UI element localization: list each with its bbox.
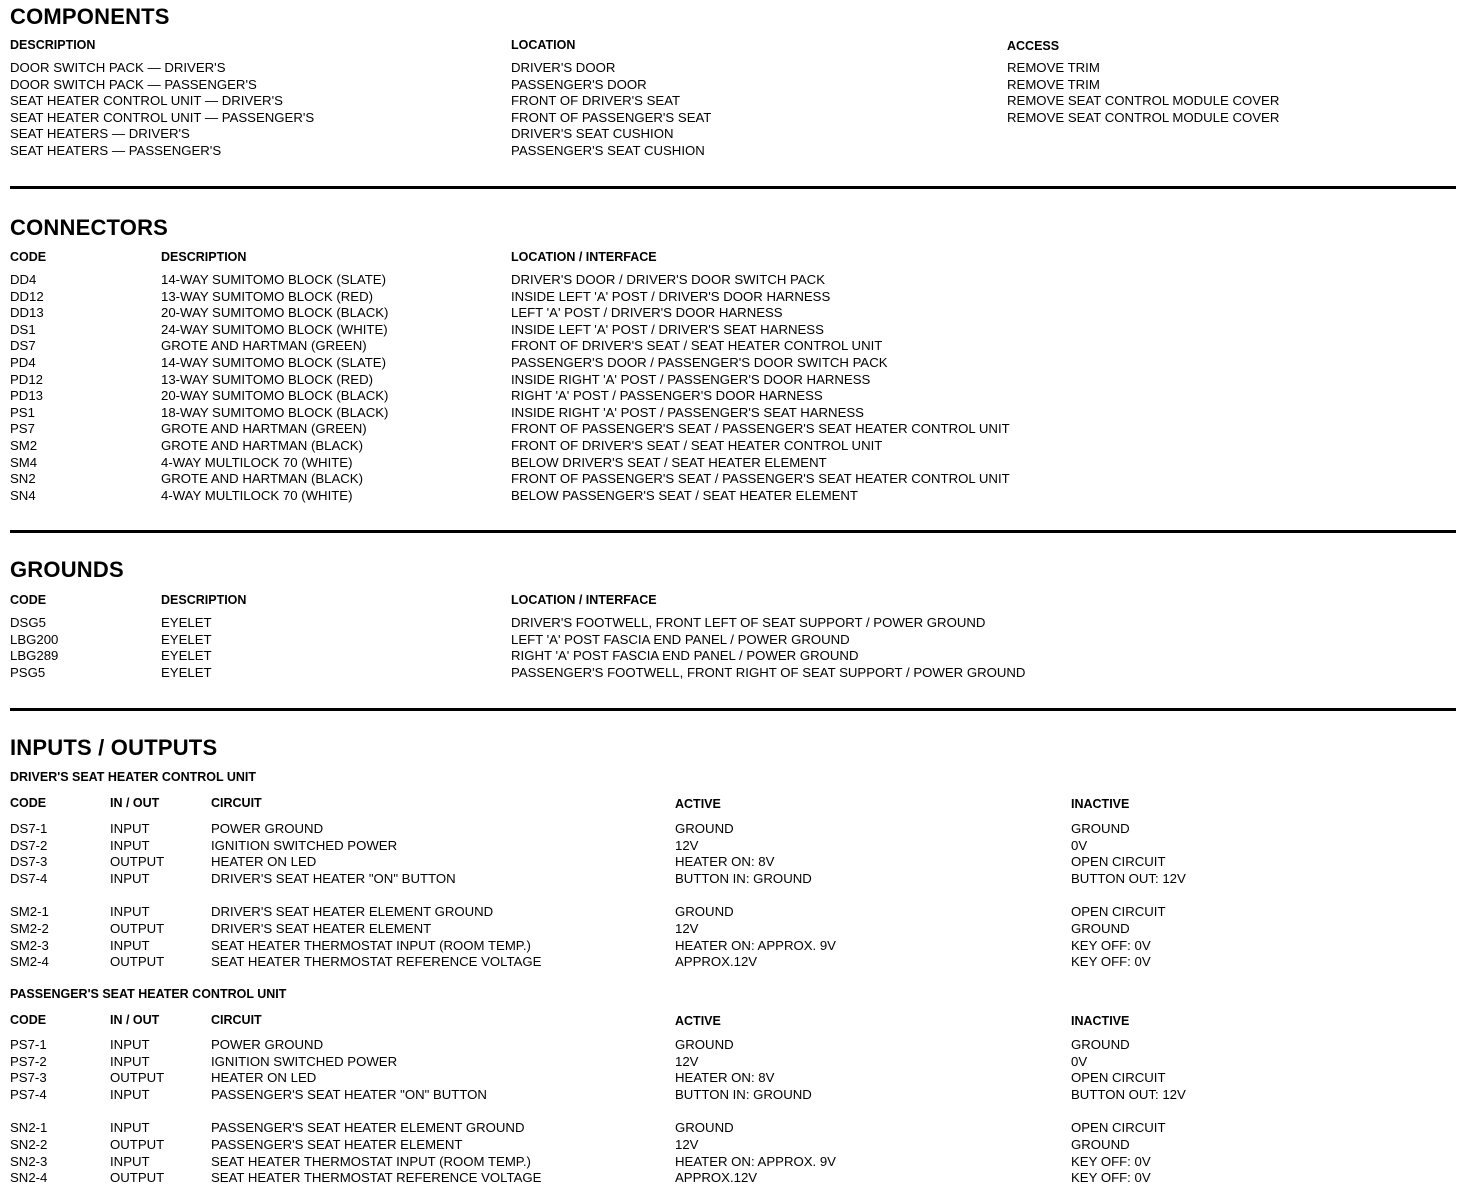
io-active: GROUND [675, 904, 734, 920]
connector-code: SM2 [10, 437, 38, 453]
io-code: DS7-2 [10, 837, 48, 853]
io-inactive: KEY OFF: 0V [1071, 954, 1151, 970]
connector-description: 20-WAY SUMITOMO BLOCK (BLACK) [161, 388, 389, 404]
io-inout: INPUT [110, 904, 150, 920]
connector-description: 4-WAY MULTILOCK 70 (WHITE) [161, 487, 353, 503]
section-divider [10, 186, 1456, 189]
component-description: SEAT HEATER CONTROL UNIT — DRIVER'S [10, 93, 283, 109]
table-row [0, 126, 1472, 143]
io-active: APPROX.12V [675, 1170, 758, 1186]
io-inactive: OPEN CIRCUIT [1071, 1070, 1166, 1086]
section-divider [10, 708, 1456, 711]
io-inactive: GROUND [1071, 1136, 1130, 1152]
io-circuit: HEATER ON LED [211, 854, 317, 870]
io-inout: INPUT [110, 870, 150, 886]
grounds-title: GROUNDS [10, 557, 124, 582]
component-location: FRONT OF PASSENGER'S SEAT [511, 109, 712, 125]
driver-io-table [0, 821, 1472, 971]
component-access: REMOVE SEAT CONTROL MODULE COVER [1007, 93, 1280, 109]
io-header-active: ACTIVE [675, 797, 721, 811]
io-active: HEATER ON: 8V [675, 1070, 775, 1086]
table-row [0, 438, 1472, 455]
table-row [0, 938, 1472, 955]
table-row [0, 338, 1472, 355]
table-row [0, 1070, 1472, 1087]
section-divider [10, 530, 1456, 533]
io-title: INPUTS / OUTPUTS [10, 735, 218, 760]
component-location: PASSENGER'S DOOR [511, 76, 647, 92]
connector-code: DS7 [10, 338, 36, 354]
io-header-inout: IN / OUT [110, 1013, 160, 1027]
connector-description: 13-WAY SUMITOMO BLOCK (RED) [161, 371, 374, 387]
io-inout: OUTPUT [110, 1070, 165, 1086]
io-code: SN2-2 [10, 1136, 48, 1152]
table-row [0, 665, 1472, 682]
io-active: 12V [675, 837, 699, 853]
connector-location: FRONT OF DRIVER'S SEAT / SEAT HEATER CONTROL UNIT [511, 437, 883, 453]
grounds-header-description: DESCRIPTION [161, 593, 247, 607]
components-table [0, 60, 1472, 160]
grounds-table [0, 615, 1472, 681]
io-code: SM2-1 [10, 904, 49, 920]
io-code: DS7-3 [10, 854, 48, 870]
io-inout: INPUT [110, 1153, 150, 1169]
io-header-inactive: INACTIVE [1071, 797, 1130, 811]
io-code: PS7-4 [10, 1086, 47, 1102]
io-inactive: GROUND [1071, 821, 1130, 836]
table-row [0, 60, 1472, 77]
io-inactive: BUTTON OUT: 12V [1071, 870, 1186, 886]
io-active: BUTTON IN: GROUND [675, 870, 812, 886]
table-row [0, 921, 1472, 938]
io-circuit: SEAT HEATER THERMOSTAT INPUT (ROOM TEMP.) [211, 1153, 531, 1169]
connector-code: DD13 [10, 305, 44, 321]
io-code: DS7-1 [10, 821, 48, 836]
connector-description: 14-WAY SUMITOMO BLOCK (SLATE) [161, 272, 386, 287]
driver-unit-title: DRIVER'S SEAT HEATER CONTROL UNIT [10, 770, 257, 784]
ground-code: DSG5 [10, 615, 46, 630]
connectors-title: CONNECTORS [10, 215, 169, 240]
connector-location: BELOW DRIVER'S SEAT / SEAT HEATER ELEMENT [511, 454, 827, 470]
io-code: SN2-4 [10, 1170, 48, 1186]
connector-description: 18-WAY SUMITOMO BLOCK (BLACK) [161, 404, 389, 420]
io-inactive: 0V [1071, 837, 1088, 853]
connector-code: DS1 [10, 321, 36, 337]
passenger-unit-title: PASSENGER'S SEAT HEATER CONTROL UNIT [10, 987, 287, 1001]
component-description: SEAT HEATERS — PASSENGER'S [10, 142, 222, 158]
table-row [0, 1087, 1472, 1104]
io-circuit: IGNITION SWITCHED POWER [211, 837, 398, 853]
io-inout: INPUT [110, 1037, 150, 1052]
io-code: DS7-4 [10, 870, 48, 886]
io-circuit: DRIVER'S SEAT HEATER ELEMENT [211, 920, 432, 936]
table-row [0, 289, 1472, 306]
connectors-table [0, 272, 1472, 504]
table-row [0, 405, 1472, 422]
io-circuit: SEAT HEATER THERMOSTAT REFERENCE VOLTAGE [211, 954, 542, 970]
components-header-location: LOCATION [511, 38, 576, 52]
io-header-code: CODE [10, 796, 47, 810]
ground-description: EYELET [161, 631, 212, 647]
io-active: 12V [675, 1136, 699, 1152]
connector-code: DD4 [10, 272, 37, 287]
table-row [0, 110, 1472, 127]
connector-code: SN4 [10, 487, 36, 503]
table-row [0, 1137, 1472, 1154]
connector-code: SM4 [10, 454, 38, 470]
io-active: HEATER ON: 8V [675, 854, 775, 870]
io-active: APPROX.12V [675, 954, 758, 970]
table-row [0, 615, 1472, 632]
io-circuit: DRIVER'S SEAT HEATER ELEMENT GROUND [211, 904, 494, 920]
connector-code: PS1 [10, 404, 35, 420]
connector-code: PD4 [10, 354, 36, 370]
table-row [0, 355, 1472, 372]
connector-location: INSIDE LEFT 'A' POST / DRIVER'S DOOR HARNESS [511, 288, 831, 304]
table-row [0, 143, 1472, 160]
io-inactive: OPEN CIRCUIT [1071, 904, 1166, 920]
io-circuit: PASSENGER'S SEAT HEATER "ON" BUTTON [211, 1086, 487, 1102]
ground-code: LBG289 [10, 648, 59, 664]
connector-code: PD12 [10, 371, 43, 387]
io-inout: INPUT [110, 937, 150, 953]
io-circuit: IGNITION SWITCHED POWER [211, 1053, 398, 1069]
table-row [0, 854, 1472, 871]
io-inactive: KEY OFF: 0V [1071, 1153, 1151, 1169]
component-description: DOOR SWITCH PACK — PASSENGER'S [10, 76, 257, 92]
connector-code: SN2 [10, 471, 36, 487]
io-active: GROUND [675, 1037, 734, 1052]
table-row [0, 632, 1472, 649]
io-code: PS7-2 [10, 1053, 47, 1069]
table-row [0, 1120, 1472, 1137]
connector-description: GROTE AND HARTMAN (BLACK) [161, 437, 363, 453]
io-circuit: PASSENGER'S SEAT HEATER ELEMENT [211, 1136, 463, 1152]
io-header-circuit: CIRCUIT [211, 1013, 262, 1027]
table-row [0, 372, 1472, 389]
connector-code: DD12 [10, 288, 44, 304]
io-code: SN2-3 [10, 1153, 48, 1169]
connector-location: PASSENGER'S DOOR / PASSENGER'S DOOR SWITCH PACK [511, 354, 888, 370]
io-header-active: ACTIVE [675, 1014, 721, 1028]
io-active: BUTTON IN: GROUND [675, 1086, 812, 1102]
ground-location: LEFT 'A' POST FASCIA END PANEL / POWER GROUND [511, 631, 850, 647]
grounds-header-location: LOCATION / INTERFACE [511, 593, 657, 607]
io-code: PS7-3 [10, 1070, 47, 1086]
grounds-header-code: CODE [10, 593, 47, 607]
component-location: DRIVER'S SEAT CUSHION [511, 126, 674, 142]
table-row [0, 471, 1472, 488]
io-inactive: GROUND [1071, 1037, 1130, 1052]
table-row [0, 455, 1472, 472]
io-code: SM2-4 [10, 954, 49, 970]
ground-location: DRIVER'S FOOTWELL, FRONT LEFT OF SEAT SUPPORT / POWER GROUND [511, 615, 986, 630]
connector-description: GROTE AND HARTMAN (GREEN) [161, 421, 367, 437]
io-active: HEATER ON: APPROX. 9V [675, 1153, 836, 1169]
ground-description: EYELET [161, 648, 212, 664]
component-location: DRIVER'S DOOR [511, 60, 616, 75]
table-row [0, 838, 1472, 855]
ground-description: EYELET [161, 615, 212, 630]
io-header-circuit: CIRCUIT [211, 796, 262, 810]
connector-location: BELOW PASSENGER'S SEAT / SEAT HEATER ELEMENT [511, 487, 858, 503]
table-row [0, 322, 1472, 339]
io-inactive: 0V [1071, 1053, 1088, 1069]
io-inactive: GROUND [1071, 920, 1130, 936]
table-row [0, 1170, 1472, 1187]
io-code: PS7-1 [10, 1037, 47, 1052]
table-row [0, 1037, 1472, 1054]
io-inout: OUTPUT [110, 954, 165, 970]
connector-location: DRIVER'S DOOR / DRIVER'S DOOR SWITCH PACK [511, 272, 825, 287]
io-inout: OUTPUT [110, 1170, 165, 1186]
io-inout: OUTPUT [110, 920, 165, 936]
connector-description: 14-WAY SUMITOMO BLOCK (SLATE) [161, 354, 386, 370]
io-active: 12V [675, 1053, 699, 1069]
table-row [0, 93, 1472, 110]
connector-location: INSIDE RIGHT 'A' POST / PASSENGER'S SEAT HARNESS [511, 404, 864, 420]
components-header-description: DESCRIPTION [10, 38, 96, 52]
connector-location: INSIDE RIGHT 'A' POST / PASSENGER'S DOOR HARNESS [511, 371, 871, 387]
table-row [0, 1054, 1472, 1071]
connector-location: LEFT 'A' POST / DRIVER'S DOOR HARNESS [511, 305, 783, 321]
component-location: PASSENGER'S SEAT CUSHION [511, 142, 705, 158]
io-active: GROUND [675, 821, 734, 836]
io-inout: INPUT [110, 1086, 150, 1102]
table-row [0, 77, 1472, 94]
connector-location: INSIDE LEFT 'A' POST / DRIVER'S SEAT HARNESS [511, 321, 824, 337]
io-code: SM2-2 [10, 920, 49, 936]
io-inout: INPUT [110, 1120, 150, 1136]
connector-description: 13-WAY SUMITOMO BLOCK (RED) [161, 288, 374, 304]
connector-code: PD13 [10, 388, 43, 404]
ground-code: LBG200 [10, 631, 59, 647]
io-circuit: PASSENGER'S SEAT HEATER ELEMENT GROUND [211, 1120, 525, 1136]
table-row [0, 954, 1472, 971]
ground-location: RIGHT 'A' POST FASCIA END PANEL / POWER GROUND [511, 648, 859, 664]
io-circuit: SEAT HEATER THERMOSTAT REFERENCE VOLTAGE [211, 1170, 542, 1186]
table-row [0, 904, 1472, 921]
io-header-code: CODE [10, 1013, 47, 1027]
io-circuit: SEAT HEATER THERMOSTAT INPUT (ROOM TEMP.) [211, 937, 531, 953]
io-header-inactive: INACTIVE [1071, 1014, 1130, 1028]
component-description: DOOR SWITCH PACK — DRIVER'S [10, 60, 226, 75]
io-code: SM2-3 [10, 937, 49, 953]
connector-code: PS7 [10, 421, 35, 437]
table-row [0, 821, 1472, 838]
connector-location: FRONT OF DRIVER'S SEAT / SEAT HEATER CONTROL UNIT [511, 338, 883, 354]
ground-description: EYELET [161, 664, 212, 680]
connector-description: GROTE AND HARTMAN (BLACK) [161, 471, 363, 487]
io-circuit: POWER GROUND [211, 821, 324, 836]
table-row [0, 305, 1472, 322]
component-access: REMOVE TRIM [1007, 60, 1100, 75]
connector-description: 20-WAY SUMITOMO BLOCK (BLACK) [161, 305, 389, 321]
io-inout: INPUT [110, 1053, 150, 1069]
table-row [0, 648, 1472, 665]
table-row [0, 272, 1472, 289]
io-inactive: KEY OFF: 0V [1071, 937, 1151, 953]
components-title: COMPONENTS [10, 4, 170, 29]
ground-location: PASSENGER'S FOOTWELL, FRONT RIGHT OF SEAT SUPPORT / POWER GROUND [511, 664, 1026, 680]
connector-location: RIGHT 'A' POST / PASSENGER'S DOOR HARNESS [511, 388, 823, 404]
component-access: REMOVE TRIM [1007, 76, 1100, 92]
io-inout: INPUT [110, 837, 150, 853]
components-header-access: ACCESS [1007, 39, 1060, 53]
io-inactive: OPEN CIRCUIT [1071, 1120, 1166, 1136]
io-inout: INPUT [110, 821, 150, 836]
io-circuit: HEATER ON LED [211, 1070, 317, 1086]
connectors-header-code: CODE [10, 250, 47, 264]
io-active: GROUND [675, 1120, 734, 1136]
component-description: SEAT HEATER CONTROL UNIT — PASSENGER'S [10, 109, 315, 125]
io-inout: OUTPUT [110, 1136, 165, 1152]
connector-location: FRONT OF PASSENGER'S SEAT / PASSENGER'S SEAT HEATER CONTROL UNIT [511, 421, 1010, 437]
io-circuit: POWER GROUND [211, 1037, 324, 1052]
component-description: SEAT HEATERS — DRIVER'S [10, 126, 190, 142]
table-row [0, 388, 1472, 405]
io-inout: OUTPUT [110, 854, 165, 870]
io-inactive: KEY OFF: 0V [1071, 1170, 1151, 1186]
ground-code: PSG5 [10, 664, 46, 680]
io-inactive: BUTTON OUT: 12V [1071, 1086, 1186, 1102]
passenger-io-table [0, 1037, 1472, 1187]
io-code: SN2-1 [10, 1120, 48, 1136]
io-header-inout: IN / OUT [110, 796, 160, 810]
connector-location: FRONT OF PASSENGER'S SEAT / PASSENGER'S SEAT HEATER CONTROL UNIT [511, 471, 1010, 487]
io-active: HEATER ON: APPROX. 9V [675, 937, 836, 953]
table-row [0, 871, 1472, 888]
component-location: FRONT OF DRIVER'S SEAT [511, 93, 681, 109]
table-row [0, 488, 1472, 505]
io-inactive: OPEN CIRCUIT [1071, 854, 1166, 870]
connector-description: 4-WAY MULTILOCK 70 (WHITE) [161, 454, 353, 470]
connector-description: GROTE AND HARTMAN (GREEN) [161, 338, 367, 354]
table-row [0, 421, 1472, 438]
connectors-header-description: DESCRIPTION [161, 250, 247, 264]
component-access: REMOVE SEAT CONTROL MODULE COVER [1007, 109, 1280, 125]
connector-description: 24-WAY SUMITOMO BLOCK (WHITE) [161, 321, 388, 337]
io-active: 12V [675, 920, 699, 936]
io-circuit: DRIVER'S SEAT HEATER "ON" BUTTON [211, 870, 456, 886]
table-row [0, 1154, 1472, 1171]
connectors-header-location: LOCATION / INTERFACE [511, 250, 657, 264]
